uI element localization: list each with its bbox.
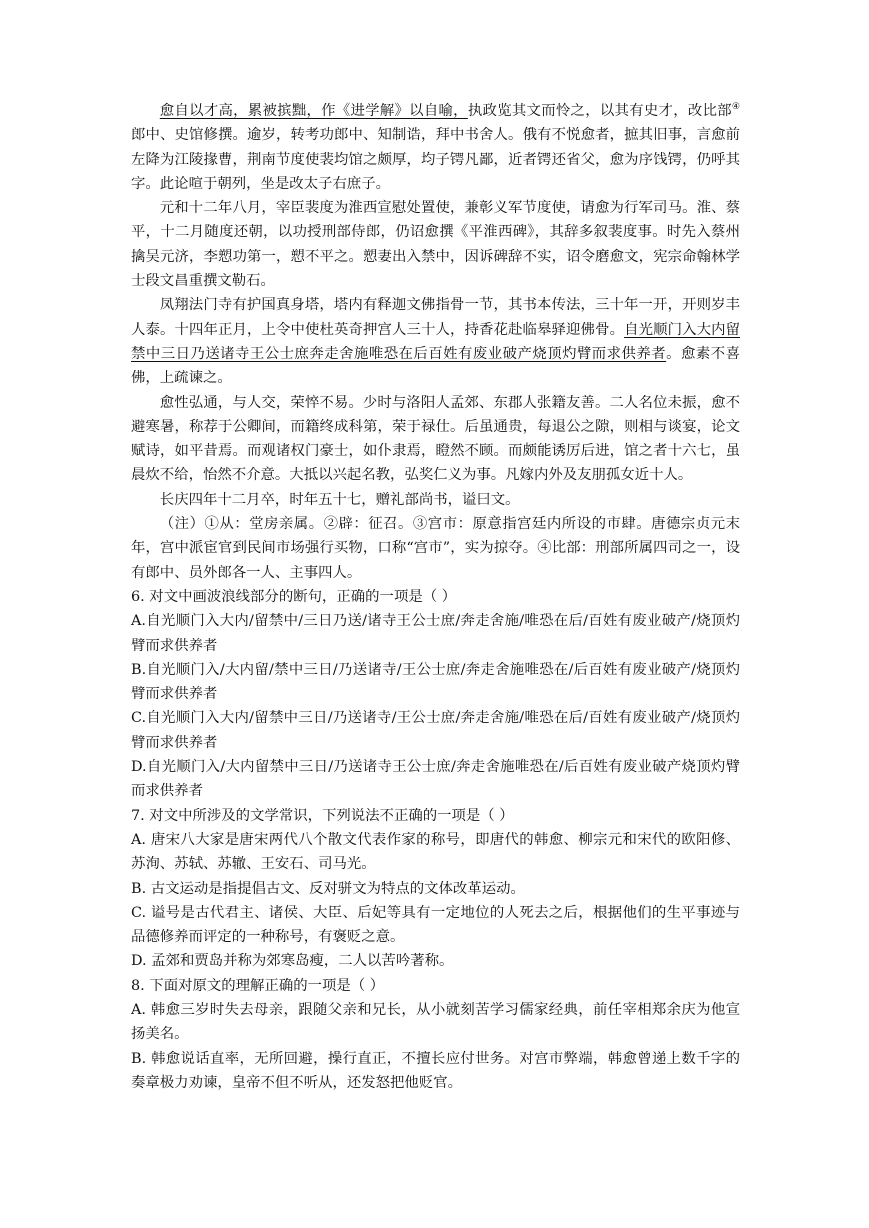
question-6 bbox=[131, 585, 740, 804]
passage-paragraph-5: 长庆四年十二月卒，时年五十七，赠礼部尚书，谥曰文。 bbox=[159, 491, 520, 508]
passage-text: 执政览其文而怜之，以其有史才，改比部 bbox=[467, 103, 732, 119]
option-a: A. 韩愈三岁时失去母亲，跟随父亲和兄长，从小就刻苦学习儒家经典，前任宰相郑余庆为他宣扬美名。 bbox=[131, 1001, 740, 1043]
footnotes: （注）①从：堂房亲属。②辟：征召。③宫市：原意指宫廷内所设的市肆。唐德宗贞元末年，宫中派宦官到民间市场强行买物，口称“宫市”，实为掠夺。④比部：刑部所属四司之一，设有郎中、员外郎各一人、主事四人。 bbox=[131, 516, 740, 581]
option-a: A.自光顺门入大内/留禁中/三日乃送/诸寺王公士庶/奔走舍施/唯恐在后/百姓有废业破产/烧顶灼臂而求供养者 bbox=[131, 613, 740, 654]
option-d: D. 孟郊和贾岛并称为郊寒岛瘦，二人以苦吟著称。 bbox=[131, 953, 454, 970]
option-b: B. 古文运动是指提倡古文、反对骈文为特点的文体改革运动。 bbox=[131, 880, 525, 897]
passage-text: 凤翔法门寺有护国真身塔，塔内有释迦文佛指骨一节，其书本传法，三十年一开，开则岁丰人泰。十四年正月，上令中使杜英奇押宫人三十人，持香花赴临皋驿迎佛骨。 bbox=[131, 297, 740, 338]
underlined-sentence: 愈自以才高，累被摈黜，作《进学解》以自喻， bbox=[159, 103, 468, 119]
question-stem: 8. 下面对原文的理解正确的一项是（ ） bbox=[131, 977, 385, 994]
passage-paragraph-2: 元和十二年八月，宰臣裴度为淮西宣慰处置使，兼彰义军节度使，请愈为行军司马。淮、蔡平，十二月随度还朝，以功授刑部侍郎，仍诏愈撰《平淮西碑》，其辞多叙裴度事。时先入蔡州擒吴元济，李愬功第一，愬不平之。愬妻出入禁中，因诉碑辞不实，诏令磨愈文，宪宗命翰林学士段文昌重撰文勒石。 bbox=[131, 200, 740, 290]
wavy-underlined-sentence: 自光顺门入大内留禁中三日乃送诸寺王公士庶奔走舍施唯恐在后百姓有废业破产烧顶灼臂而求供养者 bbox=[131, 321, 740, 362]
option-b: B.自光顺门入/大内留/禁中三日/乃送诸寺/王公士庶/奔走舍施唯恐在/后百姓有废业破产/烧顶灼臂而求供养者 bbox=[131, 661, 740, 703]
question-stem: 6. 对文中画波浪线部分的断句，正确的一项是（ ） bbox=[131, 588, 457, 605]
question-8 bbox=[131, 974, 740, 1095]
option-c: C. 谥号是古代君主、诸侯、大臣、后妃等具有一定地位的人死去之后，根据他们的生平事迹与品德修养而评定的一种称号，有褒贬之意。 bbox=[131, 904, 740, 946]
option-d: D.自光顺门入/大内留禁中三日/乃送诸寺王公士庶/奔走舍施唯恐在/后百姓有废业破产烧顶灼臂而求供养者 bbox=[131, 759, 740, 800]
footnote-marker: ④ bbox=[731, 102, 740, 113]
passage-text: 郎中、史馆修撰。逾岁，转考功郎中、知制诰，拜中书舍人。俄有不悦愈者，摭其旧事，言愈前左降为江陵掾曹，荆南节度使裴均馆之颇厚，均子锷凡鄙，近者锷还省父，愈为序饯锷，仍呼其字。此论喧于朝列，坐是改太子右庶子。 bbox=[131, 127, 740, 192]
passage-paragraph-3 bbox=[131, 293, 740, 390]
question-7 bbox=[131, 804, 740, 974]
passage-paragraph-4: 愈性弘通，与人交，荣悴不易。少时与洛阳人孟郊、东郡人张籍友善。二人名位未振，愈不避寒暑，称荐于公卿间，而籍终成科第，荣于禄仕。后虽通贵，每退公之隙，则相与谈宴，论文赋诗，如平昔焉。而观诸权门豪士，如仆隶焉，瞪然不顾。而颇能诱厉后进，馆之者十六七，虽晨炊不给，怡然不介意。大抵以兴起名教，弘奖仁义为事。凡嫁内外及友朋孤女近十人。 bbox=[131, 394, 740, 484]
option-b: B. 韩愈说话直率，无所回避，操行直正，不擅长应付世务。对宫市弊端，韩愈曾递上数千字的奏章极力劝谏，皇帝不但不听从，还发怒把他贬官。 bbox=[131, 1050, 740, 1091]
document-page bbox=[131, 99, 740, 1095]
option-a: A. 唐宋八大家是唐宋两代八个散文代表作家的称号，即唐代的韩愈、柳宗元和宋代的欧阳修、苏洵、苏轼、苏辙、王安石、司马光。 bbox=[131, 831, 740, 873]
option-c: C.自光顺门入大内/留禁中三日/乃送诸寺/王公士庶/奔走舍施/唯恐在后/百姓有废业破产/烧顶灼臂而求供养者 bbox=[131, 710, 740, 751]
passage-paragraph-1 bbox=[131, 99, 740, 196]
passage-text: 。愈素不喜佛，上疏谏之。 bbox=[131, 345, 740, 387]
question-stem: 7. 对文中所涉及的文学常识，下列说法不正确的一项是（ ） bbox=[131, 807, 514, 824]
